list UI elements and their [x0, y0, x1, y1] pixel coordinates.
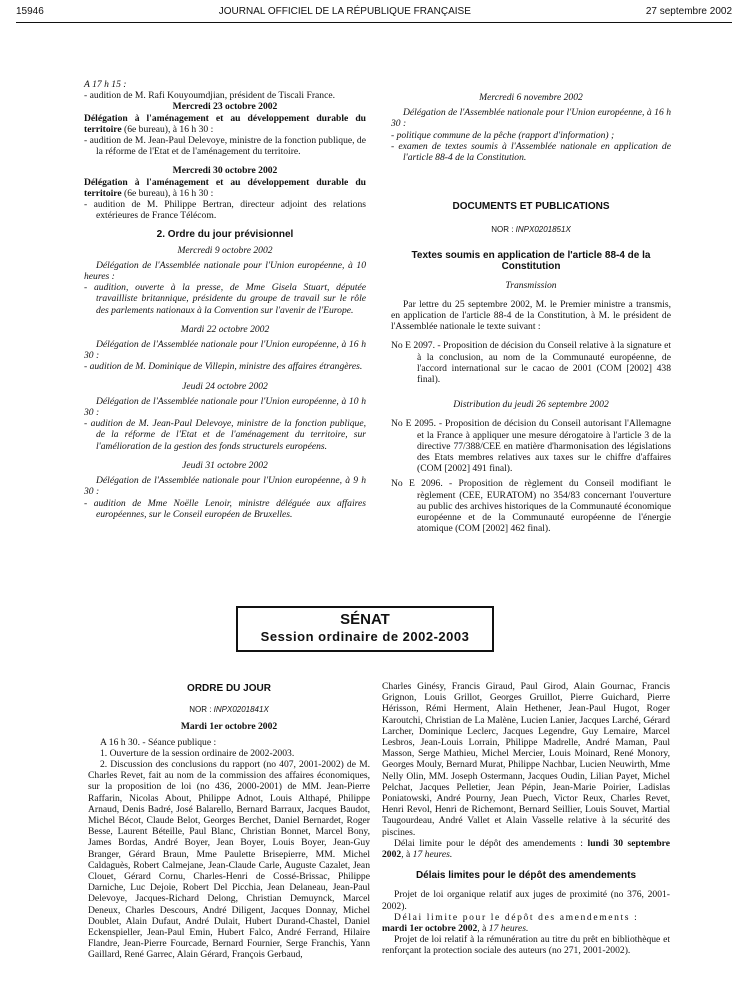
audition-item: - audition, ouverte à la presse, de Mme Gisela Stuart, députée travailliste britannique, présidente du groupe de travail sur le rôle des parlements nationaux à la Convention sur l'avenir de l'Europe. — [84, 282, 366, 316]
nor-line — [88, 704, 370, 715]
agenda-item: - examen de textes soumis à l'Assemblée nationale en application de l'article 88-4 de la Constitution. — [391, 140, 671, 164]
delai-date: lundi 30 septembre 2002 — [382, 837, 670, 861]
right-top-column — [391, 92, 671, 534]
nor-code: INPX0201851X — [515, 225, 571, 235]
nor-label: NOR : — [189, 705, 214, 715]
delegation-line: Délégation de l'Assemblée nationale pour l'Union européenne, à 10 heures : — [84, 259, 366, 283]
agenda-item: - politique commune de la pêche (rapport d'information) ; — [391, 129, 615, 141]
senat-box — [236, 606, 494, 652]
journal-title: JOURNAL OFFICIEL DE LA RÉPUBLIQUE FRANÇAISE — [218, 6, 471, 17]
section-heading: 2. Ordre du jour prévisionnel — [156, 229, 294, 241]
delegation-name: Délégation à l'aménagement et au développement durable du territoire — [84, 176, 366, 199]
delai-sep: , à — [401, 849, 413, 861]
audition-item: - audition de M. Jean-Paul Delevoye, ministre de la fonction publique, de la réforme de l'Etat et de l'aménagement du territoire. — [84, 135, 366, 158]
page-header — [16, 6, 732, 23]
date-heading: Mardi 22 octobre 2002 — [180, 323, 270, 335]
seance-line: A 16 h 30. - Séance publique : — [100, 736, 217, 748]
right-bottom-column — [382, 681, 670, 957]
date-heading: Mercredi 9 octobre 2002 — [177, 244, 273, 256]
time-line: A 17 h 15 : — [84, 79, 127, 90]
delai-2-sep: , à — [477, 923, 489, 935]
projet-1: Projet de loi organique relatif aux juges de proximité (no 376, 2001-2002). — [382, 889, 670, 912]
distribution-label: Distribution du jeudi 26 septembre 2002 — [453, 399, 609, 411]
audition-item: - audition de M. Philippe Bertran, directeur adjoint des relations extérieures de France Télécom. — [84, 199, 366, 222]
textes-title: Textes soumis en application de l'article 88-4 de la Constitution — [411, 249, 651, 272]
left-top-column — [84, 79, 366, 520]
session-title: Session ordinaire de 2002-2003 — [260, 629, 470, 644]
page-number: 15946 — [16, 6, 44, 17]
date-heading: Mercredi 6 novembre 2002 — [479, 92, 583, 103]
agenda-item-2: 2. Discussion des conclusions du rapport (no 407, 2001-2002) de M. Charles Revet, fait au nom de la commission des affaires économiques, sur la proposition de loi (no 436, 2000-2001) de MM. Jean-Pierre Raffarin, Nicolas About, Philippe Adnot, Louis Althapé, Philippe Arnaud, Denis Badré, José Balarello, Bernard Barraux, Jacques Baudot, Michel Bécot, Claude Belot, Georges Berchet, Daniel Bernardet, Roger Besse, Laurent Béteille, Paul Blanc, Christian Bonnet, Marcel Bony, James Bordas, André Boyer, Jean Boyer, Louis Boyer, Jean-Guy Branger, Gérard Braun, Mme Paulette Brisepierre, MM. Michel Caldaguès, Robert Calmejane, Jean-Claude Carle, Auguste Cazalet, Jean Clouet, Gérard Cornu, Charles-Henri de Cossé-Brissac, Philippe Darniche, Luc Dejoie, Robert Del Picchia, Jean Delaneau, Jean-Paul Delevoye, Jacques-Richard Delong, Christian Demuynck, Marcel Deneux, Charles Descours, André Diligent, Jacques Donnay, Michel Doublet, Alain Dufaut, André Dulait, Hubert Durand-Chastel, Daniel Eckenspieller, Jean-Paul Emin, Hubert Falco, André Ferrand, Hilaire Flandre, Jean-Pierre Fourcade, Bernard Fournier, Serge Franchis, Yann Gaillard, René Garrec, Alain Gérard, François Gerbaud, — [88, 759, 370, 961]
delai-2-date: mardi 1er octobre 2002 — [382, 923, 478, 935]
transmission-label: Transmission — [505, 279, 557, 291]
date-heading: Mercredi 23 octobre 2002 — [172, 101, 278, 113]
date-heading: Jeudi 31 octobre 2002 — [182, 459, 268, 471]
date-heading: Mercredi 30 octobre 2002 — [172, 165, 278, 177]
left-bottom-column — [88, 683, 370, 961]
delai-time: 17 heures. — [412, 849, 453, 861]
audition-item: - audition de Mme Noëlle Lenoir, ministre déléguée aux affaires européennes, sur le Conseil européen de Bruxelles. — [84, 497, 366, 520]
senat-title: SÉNAT — [340, 611, 390, 628]
delai-2-text: Délai limite pour le dépôt des amendements : — [394, 911, 639, 923]
projet-2: Projet de loi relatif à la rémunération au titre du prêt en bibliothèque et renforçant la protection sociale des auteurs (no 271, 2001-2002). — [382, 934, 670, 957]
nor-line — [391, 224, 671, 235]
doc-e2095: No E 2095. - Proposition de décision du Conseil autorisant l'Allemagne et la France à appliquer une mesure dérogatoire à l'article 3 de la directive 77/388/CEE en matière d'harmonisation des législations des Etats membres relatives aux taxes sur le chiffre d'affaires (COM [2002] 491 final). — [391, 418, 671, 475]
delai-2-time: 17 heures. — [488, 923, 529, 935]
delai-text: Délai limite pour le dépôt des amendements : — [394, 837, 588, 849]
delegation-line: Délégation de l'Assemblée nationale pour l'Union européenne, à 16 h 30 : — [84, 339, 366, 362]
delegation-name: Délégation à l'aménagement et au développement durable du territoire — [84, 112, 366, 135]
delegation-line: Délégation de l'Assemblée nationale pour l'Union européenne, à 16 h 30 : — [391, 107, 671, 130]
date-heading: Mardi 1er octobre 2002 — [180, 721, 278, 733]
lettre-paragraph: Par lettre du 25 septembre 2002, M. le Premier ministre a transmis, en application de l'article 88-4 de la Constitution, à M. le président de l'Assemblée nationale le texte suivant : — [391, 298, 671, 333]
delegation-tail: (6e bureau), à 16 h 30 : — [121, 187, 214, 199]
delegation-tail: (6e bureau), à 16 h 30 : — [121, 123, 214, 135]
docs-title: DOCUMENTS ET PUBLICATIONS — [452, 201, 610, 213]
delegation-line: Délégation de l'Assemblée nationale pour l'Union européenne, à 10 h 30 : — [84, 395, 366, 419]
audition-item: - audition de M. Rafi Kouyoumdjian, président de Tiscali France. — [84, 90, 335, 102]
ordre-du-jour-title: ORDRE DU JOUR — [187, 683, 271, 694]
date-heading: Jeudi 24 octobre 2002 — [182, 380, 268, 392]
names-continued: Charles Ginésy, Francis Giraud, Paul Girod, Alain Gournac, Francis Grignon, Louis Grillot, Georges Gruillot, Pierre Guichard, Pierre Hérisson, Rémi Herment, Alain Hethener, Jean-Paul Hugot, Roger Karoutchi, Christian de La Malène, Lucien Lanier, Jacques Larché, Gérard Larcher, Dominique Leclerc, Jacques Legendre, Guy Lemaire, Marcel Lesbros, Jean-Louis Lorrain, Philippe Madrelle, André Maman, Paul Masson, Serge Mathieu, Michel Mercier, Louis Moinard, René Monory, Georges Mouly, Bernard Murat, Philippe Nachbar, Lucien Neuwirth, Mme Nelly Olin, MM. Joseph Ostermann, Jacques Oudin, Lilian Payet, Michel Pelchat, Jacques Pelletier, Jean Pépin, Jean-Marie Poirier, Ladislas Poniatowski, André Pourny, Jean Puech, Victor Reux, Charles Revet, Henri Revol, Henri de Richemont, Bernard Seillier, Louis Souvet, Martial Taugourdeau, André Vallet et Alain Vasselle relative à la sécurité des piscines. — [382, 681, 670, 838]
delais-title: Délais limites pour le dépôt des amendements — [415, 870, 637, 882]
nor-code: INPX0201841X — [213, 705, 269, 715]
nor-label: NOR : — [491, 225, 516, 235]
audition-item: - audition de M. Dominique de Villepin, ministre des affaires étrangères. — [84, 361, 363, 373]
audition-item: - audition de M. Jean-Paul Delevoye, ministre de la fonction publique, de la réforme de l'Etat et de l'aménagement du territoire, sur l'amélioration de la gestion des fonds structurels européens. — [84, 418, 366, 452]
doc-e2097: No E 2097. - Proposition de décision du Conseil relative à la signature et à la conclusion, au nom de la Communauté européenne, de l'accord international sur le cacao de 2001 (COM [2002] 438 final). — [391, 340, 671, 386]
delegation-line: Délégation de l'Assemblée nationale pour l'Union européenne, à 9 h 30 : — [84, 475, 366, 498]
doc-e2096: No E 2096. - Proposition de règlement du Conseil modifiant le règlement (CEE, EURATOM) no 354/83 concernant l'ouverture au public des archives historiques de la Communauté économique européenne et de la Communauté européenne de l'énergie atomique (COM [2002] 462 final). — [391, 478, 671, 535]
agenda-item-1: 1. Ouverture de la session ordinaire de 2002-2003. — [100, 747, 295, 759]
header-date: 27 septembre 2002 — [645, 6, 732, 17]
delai-2 — [382, 912, 670, 923]
